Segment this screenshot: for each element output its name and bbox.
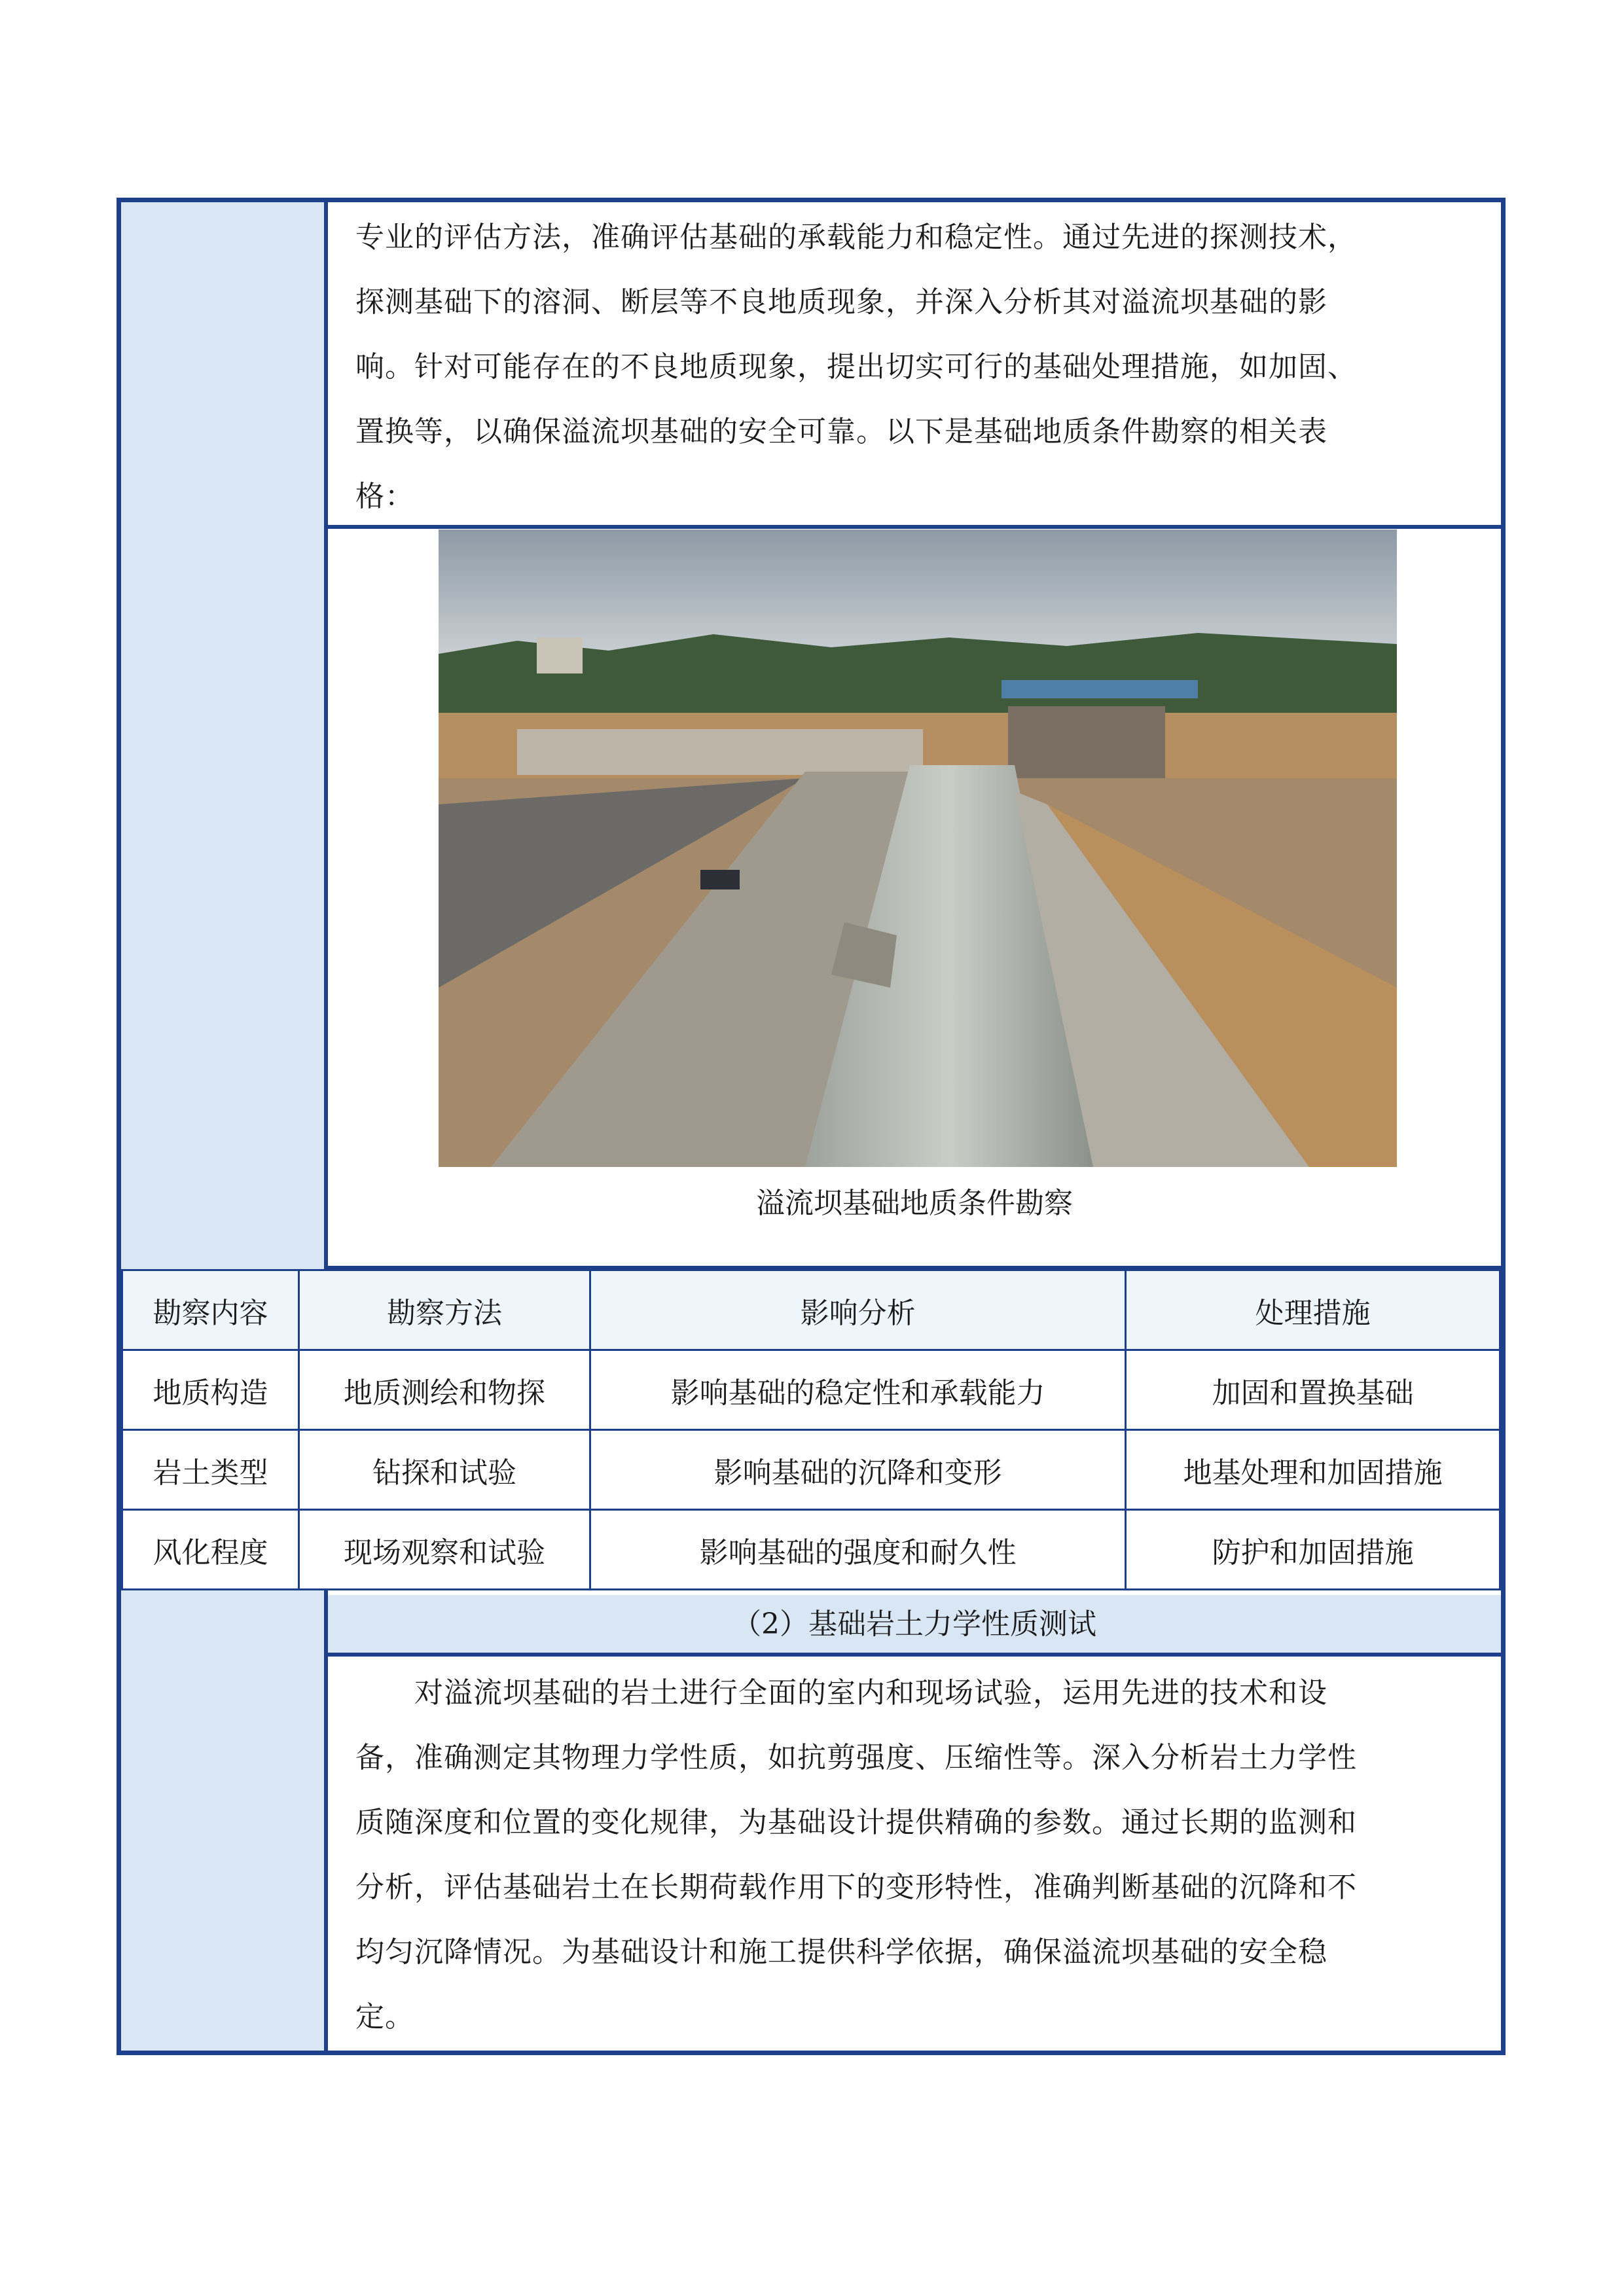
content-frame — [117, 198, 1506, 2055]
table-cell: 现场观察和试验 — [299, 1510, 590, 1590]
paragraph-line: 置换等，以确保溢流坝基础的安全可靠。以下是基础地质条件勘察的相关表 — [355, 415, 1327, 448]
table-cell: 岩土类型 — [122, 1430, 299, 1510]
paragraph-line: 备，准确测定其物理力学性质，如抗剪强度、压缩性等。深入分析岩土力学性 — [355, 1741, 1357, 1774]
main-content-column — [153, 202, 1501, 2051]
table-cell: 地质测绘和物探 — [299, 1350, 590, 1430]
paragraph-line: 响。针对可能存在的不良地质现象，提出切实可行的基础处理措施，如加固、 — [355, 350, 1357, 384]
table-row — [122, 1510, 1500, 1590]
table-row — [122, 1350, 1500, 1430]
divider-line — [328, 525, 1501, 529]
table-cell: 防护和加固措施 — [1126, 1510, 1500, 1590]
column-header: 影响分析 — [590, 1270, 1125, 1350]
paragraph-line: 分析，评估基础岩土在长期荷载作用下的变形特性，准确判断基础的沉降和不 — [355, 1871, 1357, 1904]
section-paragraph — [355, 1660, 1475, 2049]
paragraph-line: 质随深度和位置的变化规律，为基础设计提供精确的参数。通过长期的监测和 — [355, 1806, 1357, 1839]
table-header-row — [122, 1270, 1500, 1350]
paragraph-line: 专业的评估方法，准确评估基础的承载能力和稳定性。通过先进的探测技术， — [355, 221, 1357, 254]
figure-caption: 溢流坝基础地质条件勘察 — [756, 1187, 1073, 1220]
divider-line — [328, 1653, 1501, 1657]
table-cell: 影响基础的沉降和变形 — [590, 1430, 1125, 1510]
paragraph-line: 均匀沉降情况。为基础设计和施工提供科学依据，确保溢流坝基础的安全稳 — [355, 1935, 1327, 1969]
left-sidebar-column — [121, 202, 328, 2051]
table-cell: 风化程度 — [122, 1510, 299, 1590]
table-cell: 地质构造 — [122, 1350, 299, 1430]
table-cell: 影响基础的稳定性和承载能力 — [590, 1350, 1125, 1430]
table-cell: 加固和置换基础 — [1126, 1350, 1500, 1430]
section-title: （2）基础岩土力学性质测试 — [328, 1595, 1501, 1654]
table-cell: 钻探和试验 — [299, 1430, 590, 1510]
spillway-dam-photo — [439, 529, 1397, 1167]
column-header: 处理措施 — [1126, 1270, 1500, 1350]
paragraph-line: 探测基础下的溶洞、断层等不良地质现象，并深入分析其对溢流坝基础的影 — [355, 285, 1327, 319]
paragraph-line: 定。 — [355, 2000, 414, 2034]
table-row — [122, 1430, 1500, 1510]
column-header: 勘察方法 — [299, 1270, 590, 1350]
table-cell: 影响基础的强度和耐久性 — [590, 1510, 1125, 1590]
paragraph-line: 对溢流坝基础的岩土进行全面的室内和现场试验，运用先进的技术和设 — [355, 1676, 1327, 1710]
column-header: 勘察内容 — [122, 1270, 299, 1350]
survey-table — [121, 1269, 1501, 1590]
paragraph-line: 格： — [355, 480, 414, 513]
table-cell: 地基处理和加固措施 — [1126, 1430, 1500, 1510]
intro-paragraph — [355, 205, 1475, 529]
